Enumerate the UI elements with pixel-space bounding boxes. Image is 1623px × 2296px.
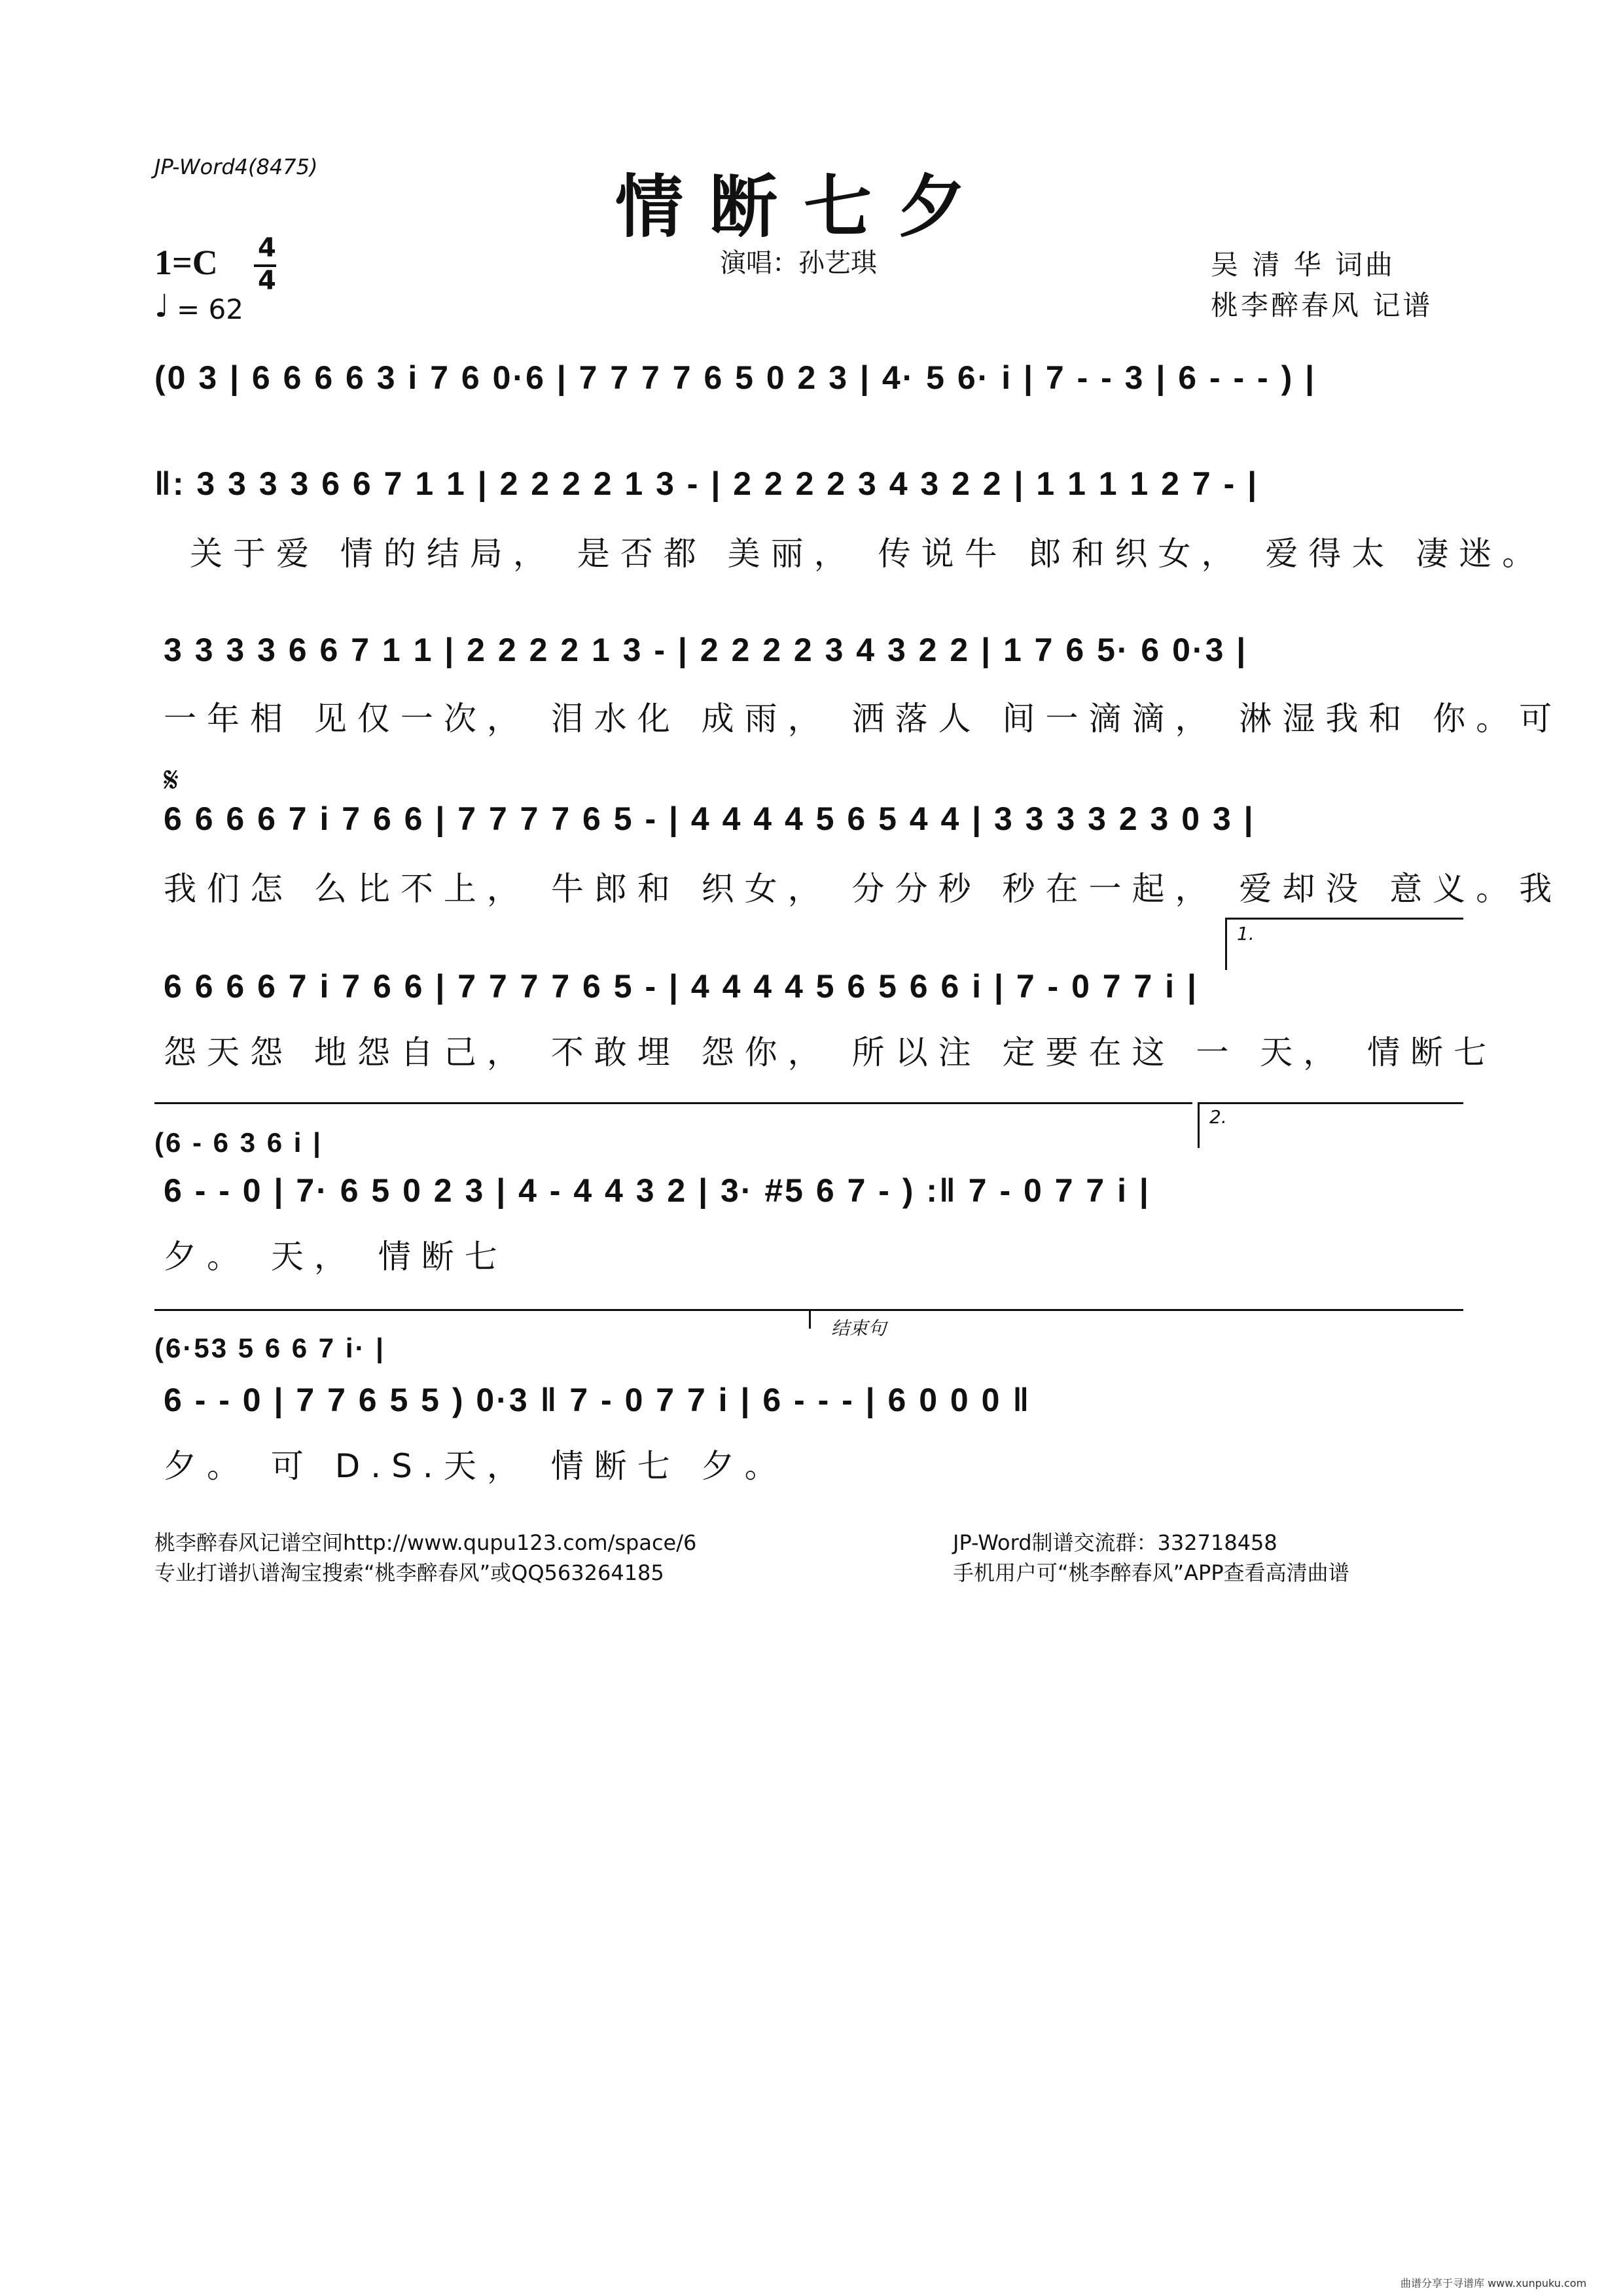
lyrics-row-4: 怨天怨 地怨自己， 不敢埋 怨你， 所以注 定要在这 一 天， 情断七 xyxy=(164,1033,1497,1071)
volta-1-bracket-side xyxy=(1225,918,1227,970)
transcriber-credit: 桃李醉春风 记谱 xyxy=(1211,289,1433,321)
lyrics-row-2: 一年相 见仅一次， 泪水化 成雨， 洒落人 间一滴滴， 淋湿我和 你。可 xyxy=(164,700,1563,738)
tempo-marking: = 62 xyxy=(177,293,243,325)
key-signature: 1=C xyxy=(154,243,218,282)
ossia-bracket-top xyxy=(154,1102,1192,1104)
volta-2-bracket xyxy=(1198,1102,1463,1104)
notation-row-3: 6 6 6 6 7 i 7 6 6 | 7 7 7 7 6 5 - | 4 4 4 4 5 6 5 4 4 | 3 3 3 3 2 3 0 3 | xyxy=(164,800,1255,837)
volta-1-label: 1. xyxy=(1237,923,1255,944)
singer-credit: 演唱：孙艺琪 xyxy=(720,248,877,278)
volta-2-label: 2. xyxy=(1209,1106,1227,1128)
volta-1-bracket xyxy=(1225,918,1463,920)
notation-row-1: ‖: 3 3 3 3 6 6 7 1 1 | 2 2 2 2 1 3 - | 2 2 2 2 3 4 3 2 2 | 1 1 1 1 2 7 - | xyxy=(154,465,1259,502)
footer-left-line-1: 桃李醉春风记谱空间http://www.qupu123.com/space/6 xyxy=(154,1530,697,1555)
time-signature-numerator: 4 xyxy=(258,233,276,263)
ending-bracket-side xyxy=(809,1309,811,1329)
lyrics-row-5: 夕。 天， 情断七 xyxy=(164,1238,508,1276)
quarter-note-icon: ♩ xyxy=(154,288,169,325)
notation-row-4: 6 6 6 6 7 i 7 6 6 | 7 7 7 7 6 5 - | 4 4 4 4 5 6 5 6 6 i | 7 - 0 7 7 i | xyxy=(164,968,1198,1005)
notation-row-5: 6 - - 0 | 7· 6 5 0 2 3 | 4 - 4 4 3 2 | 3· #5 6 7 - ) :‖ 7 - 0 7 7 i | xyxy=(164,1172,1150,1209)
ossia-row-5: (6 - 6 3 6 i | xyxy=(154,1127,323,1158)
footer-right-line-2: 手机用户可“桃李醉春风”APP查看高清曲谱 xyxy=(953,1560,1349,1585)
software-label: JP-Word4(8475) xyxy=(154,154,318,179)
lyrics-row-1: 关于爱 情的结局， 是否都 美丽， 传说牛 郎和织女， 爱得太 凄迷。 xyxy=(190,535,1546,573)
ending-bracket xyxy=(809,1309,1463,1311)
notation-row-6: 6 - - 0 | 7 7 6 5 5 ) 0·3 ‖ 7 - 0 7 7 i | 6 - - - | 6 0 0 0 ‖ xyxy=(164,1382,1031,1418)
notation-row-intro: (0 3 | 6 6 6 6 3 i 7 6 0·6 | 7 7 7 7 6 5 0 2 3 | 4· 5 6· i | 7 - - 3 | 6 - - - ) | xyxy=(154,359,1317,396)
ending-label: 结束句 xyxy=(831,1318,887,1339)
watermark: 曲谱分享于寻谱库 www.xunpuku.com xyxy=(1400,2277,1587,2289)
lyrics-row-6: 夕。 可 D.S.天， 情断七 夕。 xyxy=(164,1447,788,1485)
lyricist-composer-credit: 吴 清 华 词曲 xyxy=(1211,249,1396,281)
page-title: 情断七夕 xyxy=(615,166,993,247)
volta-2-bracket-side xyxy=(1198,1102,1200,1148)
ossia-bracket-top-2 xyxy=(154,1309,809,1311)
notation-row-2: 3 3 3 3 6 6 7 1 1 | 2 2 2 2 1 3 - | 2 2 2 2 3 4 3 2 2 | 1 7 6 5· 6 0·3 | xyxy=(164,632,1248,668)
ossia-row-6: (6·53 5 6 6 7 i· | xyxy=(154,1333,385,1363)
time-signature-denominator: 4 xyxy=(258,266,276,296)
footer-left-line-2: 专业打谱扒谱淘宝搜索“桃李醉春风”或QQ563264185 xyxy=(154,1560,664,1585)
lyrics-row-3: 我们怎 么比不上， 牛郎和 织女， 分分秒 秒在一起， 爱却没 意义。我 xyxy=(164,870,1563,908)
footer-right-line-1: JP-Word制谱交流群：332718458 xyxy=(953,1530,1277,1555)
segno-icon: 𝄋 xyxy=(164,759,179,800)
